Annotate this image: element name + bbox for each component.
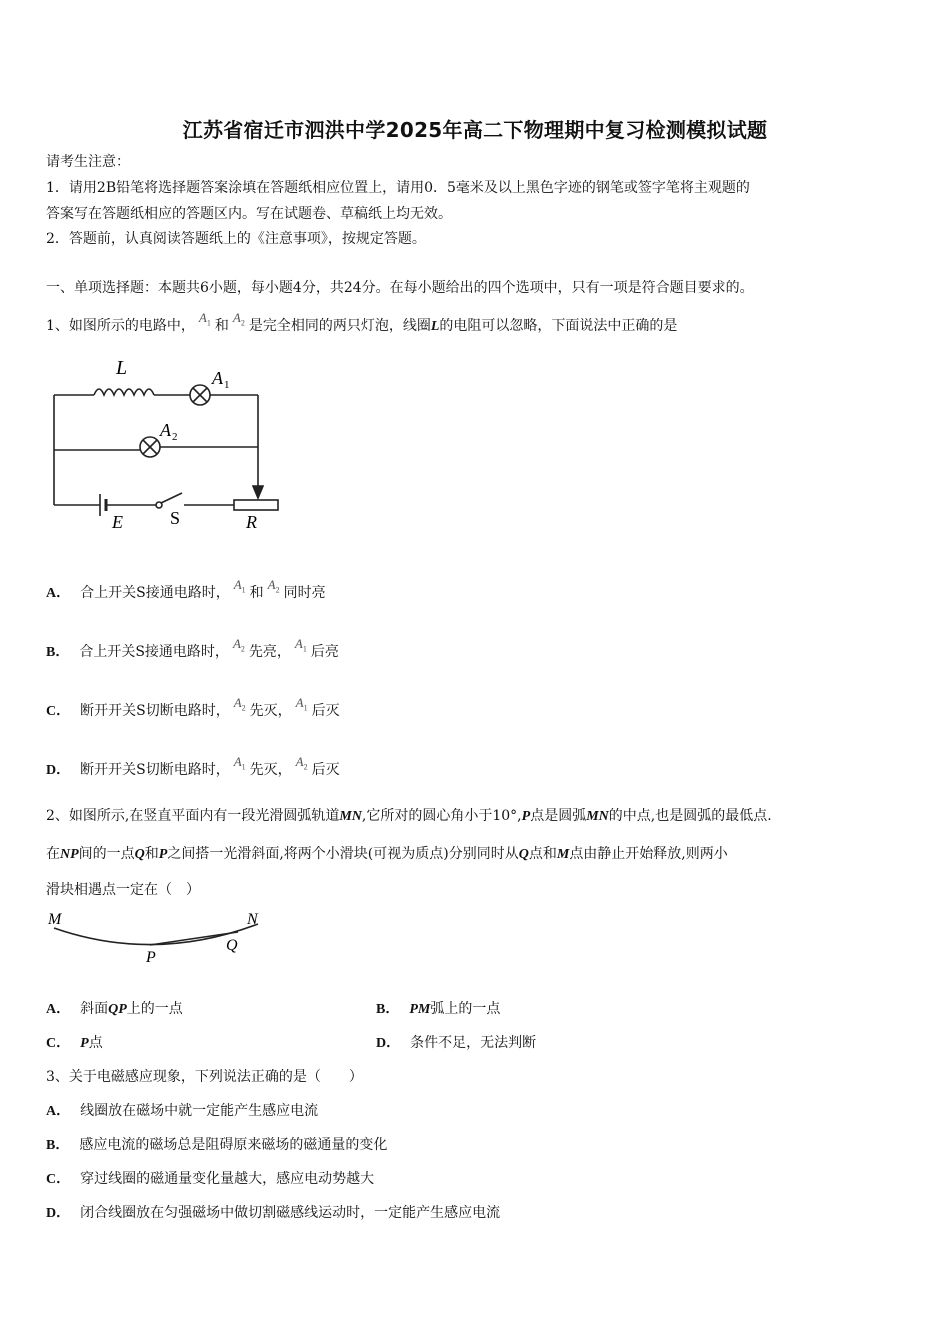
notice-line-2: 2．答题前，认真阅读答题纸上的《注意事项》，按规定答题。 [46, 231, 426, 247]
lamp-a1-symbol: $A_1$ [295, 695, 308, 713]
q1-stem-a: 1、如图所示的电路中， [46, 318, 195, 334]
lamp-a1-symbol: $A_1$ [233, 754, 246, 772]
lamp-a1-symbol: $A_1$ [233, 577, 246, 595]
section-heading: 一、单项选择题：本题共6小题，每小题4分，共24分。在每小题给出的四个选项中，只有一项是符合题目要求的。 [46, 280, 754, 296]
q1-option-a[interactable]: A． 合上开关S接通电路时，$A_1$ 和$A_2$ 同时亮 [46, 577, 326, 601]
q1-stem-b: 是完全相同的两只灯泡，线圈 [248, 318, 431, 334]
q1-stem [46, 310, 678, 342]
notice-line-1b: 答案写在答题纸相应的答题区内。写在试题卷、草稿纸上均无效。 [46, 206, 452, 222]
q2-line-2: 在NP间的一点Q和P之间搭一光滑斜面,将两个小滑块(可视为质点)分别同时从Q点和M点由静止开始释放,则两小 [46, 846, 728, 862]
label-M: M [48, 911, 62, 928]
label-N: N [247, 911, 258, 928]
label-A1-sub: 1 [224, 379, 230, 391]
lamp-a1-symbol: $A_1$ [294, 636, 307, 654]
label-Q: Q [226, 937, 238, 954]
q1-option-d[interactable]: D． 断开开关S切断电路时，$A_1$ 先灭，$A_2$ 后灭 [46, 754, 340, 778]
lamp-a1-symbol: $A_1$ [198, 310, 211, 328]
notice-heading: 请考生注意： [46, 154, 130, 170]
q1-coil-L: L [430, 319, 440, 334]
q2-option-a[interactable]: A． 斜面QP上的一点 [46, 1001, 183, 1017]
label-A2-sub: 2 [172, 431, 178, 443]
q3-stem: 3、关于电磁感应现象，下列说法正确的是（ ） [46, 1069, 363, 1085]
lamp-a2-symbol: $A_2$ [232, 310, 245, 328]
incline-QP [150, 932, 238, 945]
label-R: R [246, 512, 257, 532]
label-E: E [112, 512, 123, 532]
q2-line-3: 滑块相遇点一定在（ ） [46, 882, 200, 898]
inductor-coil [94, 389, 154, 395]
q3-option-b[interactable]: B． 感应电流的磁场总是阻碍原来磁场的磁通量的变化 [46, 1137, 388, 1153]
lamp-a2-symbol: $A_2$ [233, 695, 246, 713]
q3-option-d[interactable]: D． 闭合线圈放在匀强磁场中做切割磁感线运动时，一定能产生感应电流 [46, 1205, 501, 1221]
q3-option-a[interactable]: A． 线圈放在磁场中就一定能产生感应电流 [46, 1103, 319, 1119]
circuit-diagram [44, 350, 294, 540]
q1-stem-c: 的电阻可以忽略，下面说法中正确的是 [439, 318, 678, 334]
q3-option-c[interactable]: C． 穿过线圈的磁通量变化量越大，感应电动势越大 [46, 1171, 375, 1187]
rheostat [234, 500, 278, 510]
label-S: S [170, 508, 181, 528]
q2-option-b[interactable]: B． PM弧上的一点 [376, 1001, 501, 1017]
label-P: P [146, 949, 156, 966]
q2-option-d[interactable]: D． 条件不足，无法判断 [376, 1035, 537, 1051]
q1-option-b[interactable]: B． 合上开关S接通电路时，$A_2$ 先亮，$A_1$ 后亮 [46, 636, 339, 660]
q2-option-c[interactable]: C． P点 [46, 1035, 103, 1051]
q1-and: 和 [214, 318, 229, 334]
label-A1: A [212, 368, 223, 388]
notice-line-1a: 1．请用2B铅笔将选择题答案涂填在答题纸相应位置上，请用0．5毫米及以上黑色字迹的钢笔或签字笔将主观题的 [46, 180, 750, 196]
switch-blade [161, 493, 182, 503]
lamp-a2-symbol: $A_2$ [267, 577, 280, 595]
lamp-a2-symbol: $A_2$ [232, 636, 245, 654]
q2-line-1: 2、如图所示,在竖直平面内有一段光滑圆弧轨道MN,它所对的圆心角小于10°,P点是圆弧MN的中点,也是圆弧的最低点. [46, 808, 772, 824]
lamp-a2-symbol: $A_2$ [295, 754, 308, 772]
label-L: L [116, 357, 128, 379]
label-A2: A [160, 420, 171, 440]
page-title: 江苏省宿迁市泗洪中学2025年高二下物理期中复习检测模拟试题 [182, 118, 768, 142]
arc-track-diagram [44, 908, 274, 968]
q1-option-c[interactable]: C． 断开开关S切断电路时，$A_2$ 先灭，$A_1$ 后灭 [46, 695, 340, 719]
